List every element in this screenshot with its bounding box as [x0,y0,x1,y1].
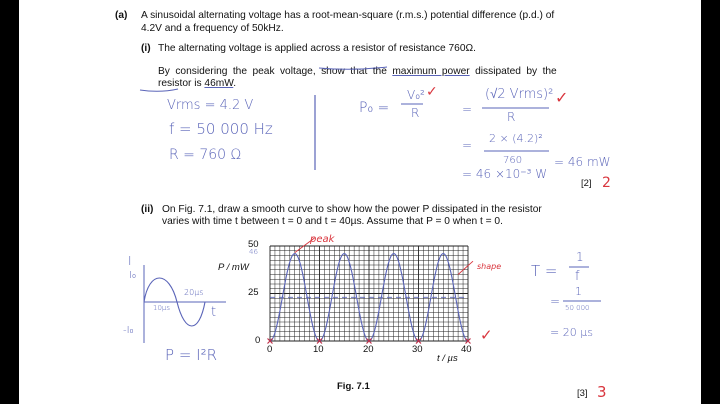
x-tick-10: 10 [313,344,324,355]
equals: = [462,102,473,116]
figure-caption: Fig. 7.1 [337,381,370,392]
p0-label: P₀ = [359,100,390,116]
equals: = [550,294,561,308]
part-i-marks: [2] [581,178,592,189]
result-w: = 46 ×10⁻³ W [462,167,548,181]
period-den1: f [575,269,580,284]
text: dissipated by the [469,66,557,77]
given-f: f = 50 000 Hz [169,120,273,138]
x-tick-20: 20 [363,344,374,355]
x-tick-30: 30 [412,344,423,355]
power-formula: P = I²R [165,346,218,364]
part-i-label: (i) [141,43,151,54]
period-t: T = [531,262,558,280]
tick-mark: ✓ [426,84,438,100]
given-vrms: Vrms = 4.2 V [167,98,254,113]
tick-mark: ✓ [480,326,493,344]
y-tick-0: 0 [255,335,261,346]
period-num2: 1 [575,285,582,298]
frac1-num: V₀² [407,88,425,102]
underlined-text: 46mW [204,78,234,89]
period-fraction-bars [19,0,701,404]
period-den2: 50 000 [565,304,590,312]
sketch-i-label: I [128,254,132,268]
text: By considering the peak voltage, show that the [158,66,393,77]
frac2-num: (√2 Vrms)² [485,87,554,102]
exam-page [19,0,701,404]
part-i-awarded: 2 [602,175,611,191]
equals: = [462,138,473,152]
part-ii-label: (ii) [141,204,154,215]
x-tick-40: 40 [461,344,472,355]
part-ii-marks: [3] [577,388,588,399]
annotation-shape: shape [477,262,502,271]
frac3-num: 2 × (4.2)² [489,132,543,145]
frac2-den: R [507,110,516,124]
x-tick-0: 0 [267,344,273,355]
result-mw: = 46 mW [554,155,611,169]
sketch-10us: 10µs [153,304,171,312]
period-result: = 20 µs [550,326,593,339]
frac3-den: 760 [503,155,523,166]
part-i-line1: The alternating voltage is applied across a resistor of resistance 760Ω. [158,43,476,54]
question-a-line1: A sinusoidal alternating voltage has a root-mean-square (r.m.s.) potential difference (p.d.) of [141,10,555,21]
period-num1: 1 [576,250,584,264]
sketch-t-label: t [211,305,217,320]
sketch-i0-label: I₀ [129,270,136,281]
annotation-46: 46 [249,248,258,256]
given-r: R = 760 Ω [169,147,242,163]
frac1-den: R [411,106,420,120]
part-ii-line2: varies with time t between t = 0 and t = 40µs. Assume that P = 0 when t = 0. [162,216,503,227]
part-ii-awarded: 3 [597,383,607,401]
question-a-label: (a) [115,10,128,21]
text: . [233,78,237,89]
sketch-20us: 20µs [184,288,204,297]
x-axis-label: t / µs [437,353,458,364]
question-a-line2: 4.2V and a frequency of 50kHz. [141,23,284,34]
y-axis-label: P / mW [218,262,249,273]
sketch-neg-i0-label: -I₀ [123,325,134,336]
underlined-text: maximum power [392,66,470,77]
part-ii-line1: On Fig. 7.1, draw a smooth curve to show how the power P dissipated in the resistor [162,204,542,215]
y-tick-50: 50 [248,239,259,250]
text: resistor is [158,78,205,89]
y-tick-25: 25 [248,287,259,298]
annotation-peak: peak [310,234,335,245]
tick-mark: ✓ [555,88,569,107]
